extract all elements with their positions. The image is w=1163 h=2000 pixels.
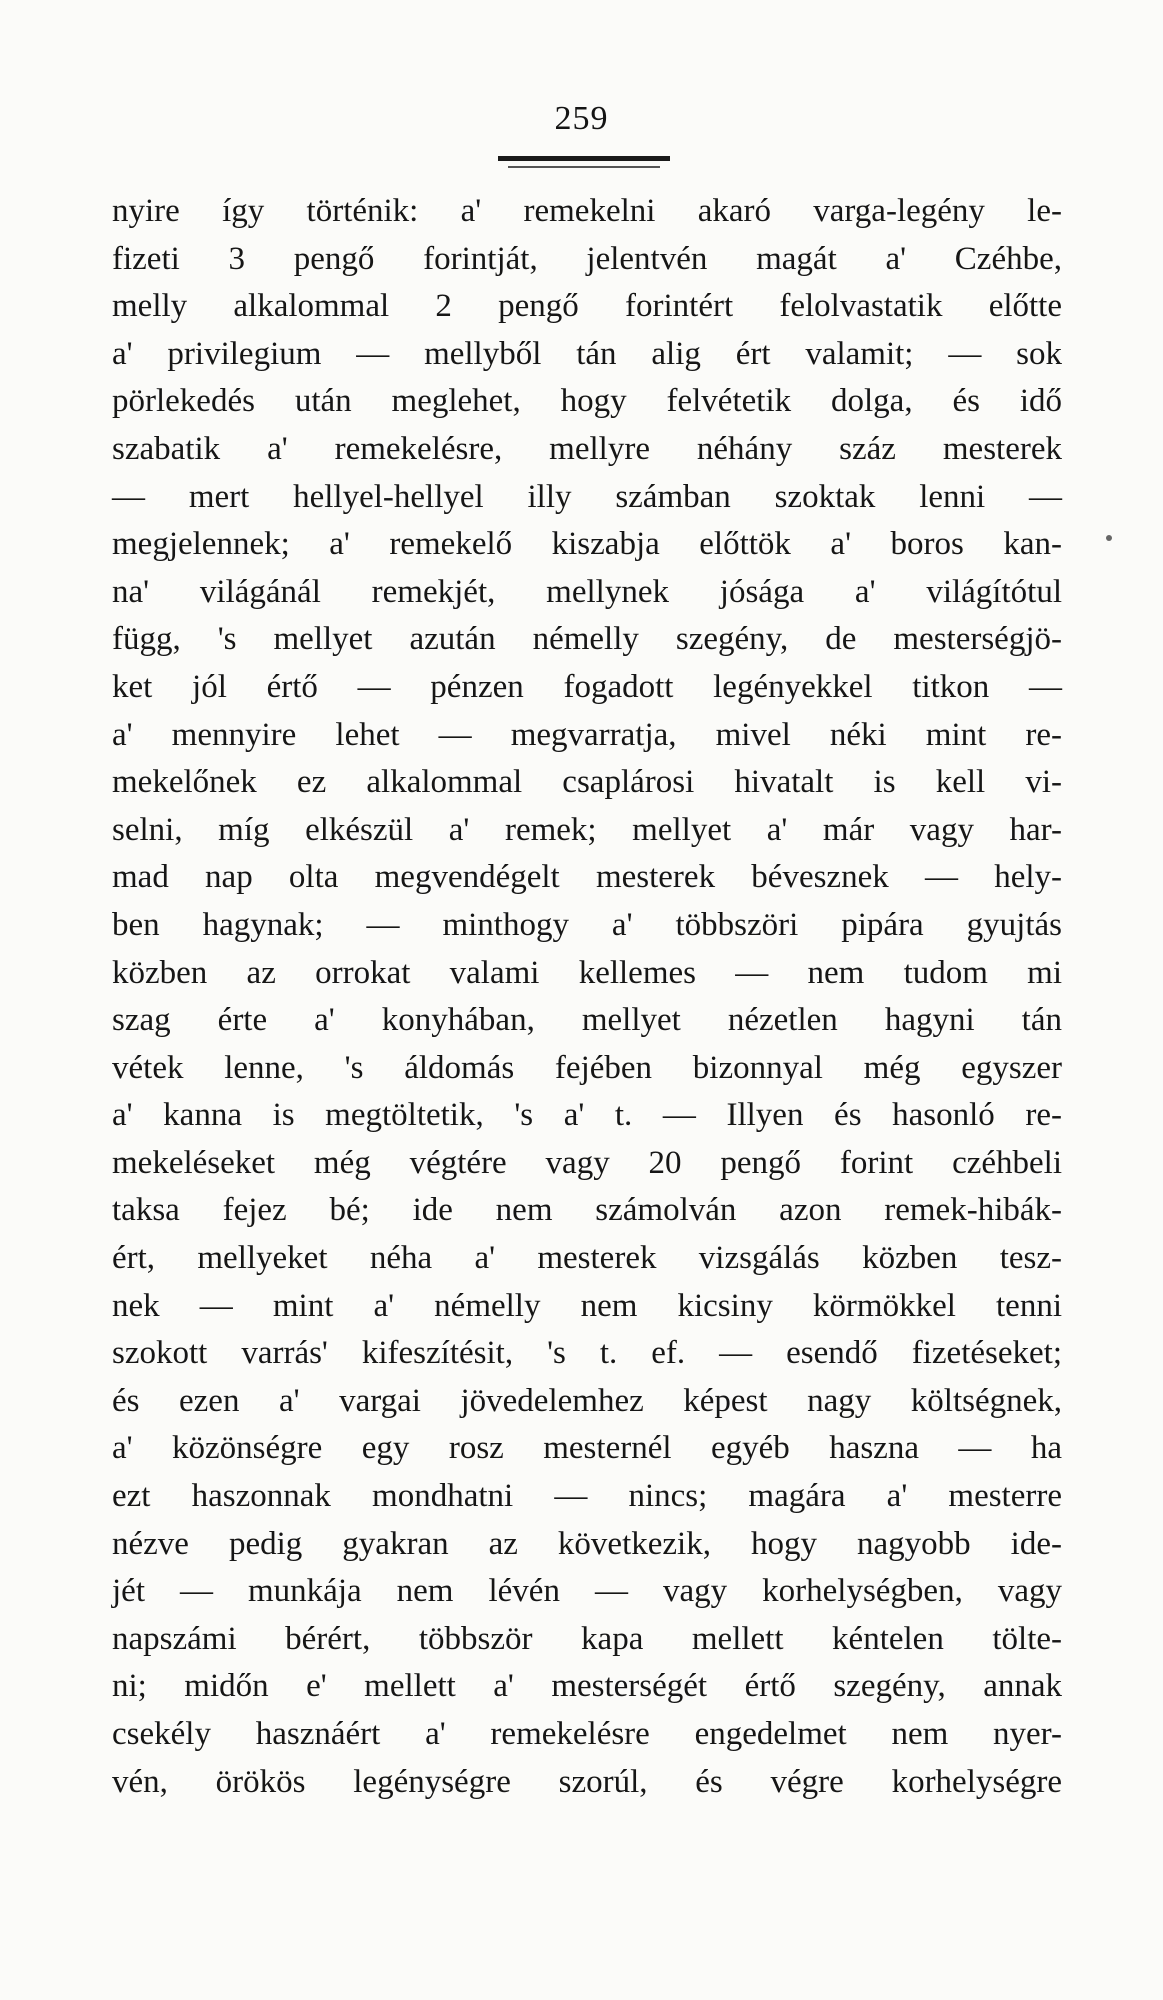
text-line: ket jól értő — pénzen fogadott legényekkel titkon — <box>112 668 1062 705</box>
text-line: vén, örökös legénységre szorúl, és végre korhelységre <box>112 1763 1062 1800</box>
text-line: megjelennek; a' remekelő kiszabja előttök a' boros kan- <box>112 526 1062 563</box>
text-line: pörlekedés után meglehet, hogy felvétetik dolga, és idő <box>112 383 1062 420</box>
text-line: ezt haszonnak mondhatni — nincs; magára a' mesterre <box>112 1478 1062 1515</box>
text-line: — mert hellyel-hellyel illy számban szoktak lenni — <box>112 478 1062 515</box>
text-line: na' világánál remekjét, mellynek jósága a' világítótul <box>112 573 1062 610</box>
page-number: 259 <box>554 100 609 137</box>
text-line: selni, míg elkészül a' remek; mellyet a' már vagy har- <box>112 811 1062 848</box>
text-line: taksa fejez bé; ide nem számolván azon remek-hibák- <box>112 1192 1062 1229</box>
margin-mark <box>1106 535 1112 541</box>
text-line: melly alkalommal 2 pengő forintért felolvastatik előtte <box>112 288 1062 325</box>
text-line: fizeti 3 pengő forintját, jelentvén magát a' Czéhbe, <box>112 240 1062 277</box>
text-line: napszámi bérért, többször kapa mellett kéntelen tölte- <box>112 1620 1062 1657</box>
body-text <box>112 188 1062 1806</box>
text-line: és ezen a' vargai jövedelemhez képest nagy költségnek, <box>112 1382 1062 1419</box>
text-line: a' privilegium — mellyből tán alig ért valamit; — sok <box>112 335 1062 372</box>
text-line: a' közönségre egy rosz mesternél egyéb haszna — ha <box>112 1430 1062 1467</box>
text-line: közben az orrokat valami kellemes — nem tudom mi <box>112 954 1062 991</box>
text-line: vétek lenne, 's áldomás fejében bizonnyal még egyszer <box>112 1049 1062 1086</box>
header-rule-thin <box>508 166 660 168</box>
text-line: nézve pedig gyakran az következik, hogy nagyobb ide- <box>112 1525 1062 1562</box>
header-rule <box>498 156 670 161</box>
text-line: ben hagynak; — minthogy a' többszöri pipára gyujtás <box>112 906 1062 943</box>
text-line: függ, 's mellyet azután némelly szegény, de mesterségjö- <box>112 621 1062 658</box>
text-line: ért, mellyeket néha a' mesterek vizsgálás közben tesz- <box>112 1240 1062 1277</box>
text-line: szabatik a' remekelésre, mellyre néhány száz mesterek <box>112 430 1062 467</box>
text-line: jét — munkája nem lévén — vagy korhelységben, vagy <box>112 1573 1062 1610</box>
text-line: ni; midőn e' mellett a' mesterségét értő szegény, annak <box>112 1668 1062 1705</box>
text-line: csekély hasznáért a' remekelésre engedelmet nem nyer- <box>112 1716 1062 1752</box>
text-line: mad nap olta megvendégelt mesterek bévesznek — hely- <box>112 859 1062 896</box>
text-line: a' mennyire lehet — megvarratja, mivel néki mint re- <box>112 716 1062 753</box>
text-line: a' kanna is megtöltetik, 's a' t. — Illyen és hasonló re- <box>112 1097 1062 1134</box>
text-line: szokott varrás' kifeszítésit, 's t. ef. — esendő fizetéseket; <box>112 1335 1062 1372</box>
text-line: nek — mint a' némelly nem kicsiny körmökkel tenni <box>112 1287 1062 1324</box>
text-line: mekeléseket még végtére vagy 20 pengő forint czéhbeli <box>112 1144 1062 1181</box>
text-line: nyire így történik: a' remekelni akaró varga-legény le- <box>112 193 1062 229</box>
text-line: szag érte a' konyhában, mellyet nézetlen hagyni tán <box>112 1002 1062 1039</box>
text-line: mekelőnek ez alkalommal csaplárosi hivatalt is kell vi- <box>112 764 1062 801</box>
